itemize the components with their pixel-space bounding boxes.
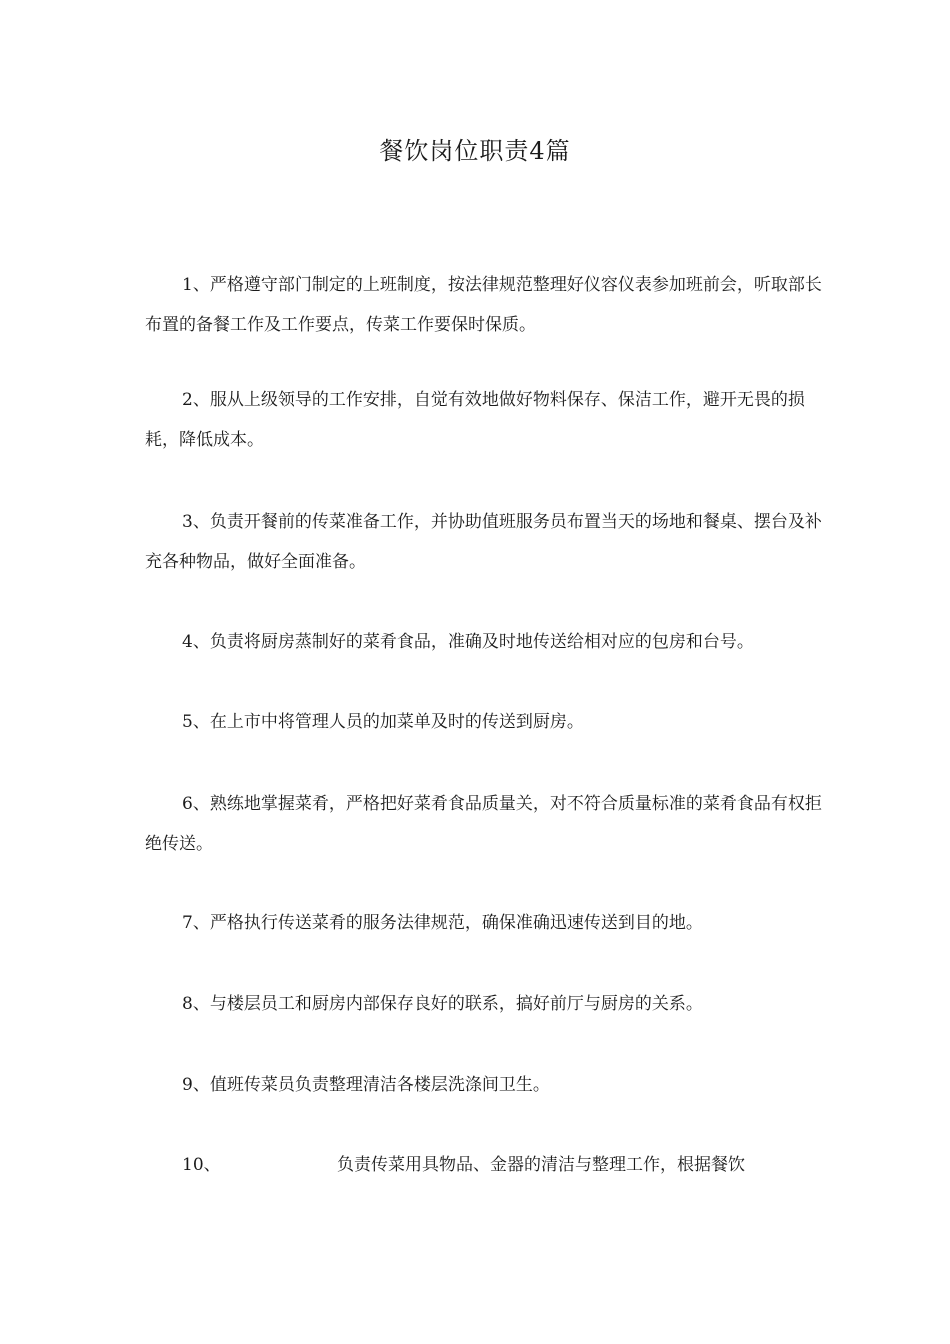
duty-item-6: 6、熟练地掌握菜肴，严格把好菜肴食品质量关，对不符合质量标准的菜肴食品有权拒绝传送。 (145, 794, 822, 854)
duty-item-10-text: 负责传菜用具物品、金器的清洁与整理工作，根据餐饮 (337, 1155, 745, 1175)
document-title: 餐饮岗位职责4篇 (379, 137, 571, 165)
duty-item-7: 7、严格执行传送菜肴的服务法律规范，确保准确迅速传送到目的地。 (182, 913, 703, 933)
duty-item-2: 2、服从上级领导的工作安排，自觉有效地做好物料保存、保洁工作，避开无畏的损耗，降低成本。 (145, 390, 805, 450)
duty-item-9: 9、值班传菜员负责整理清洁各楼层洗涤间卫生。 (182, 1075, 550, 1095)
duty-item-1: 1、严格遵守部门制定的上班制度，按法律规范整理好仪容仪表参加班前会，听取部长布置的备餐工作及工作要点，传菜工作要保时保质。 (145, 275, 822, 335)
duty-item-5: 5、在上市中将管理人员的加菜单及时的传送到厨房。 (182, 712, 584, 732)
duty-item-4: 4、负责将厨房蒸制好的菜肴食品，准确及时地传送给相对应的包房和台号。 (182, 632, 754, 652)
duty-item-10 (145, 1145, 825, 1185)
duty-item-8: 8、与楼层员工和厨房内部保存良好的联系，搞好前厅与厨房的关系。 (182, 994, 703, 1014)
duty-item-3: 3、负责开餐前的传菜准备工作，并协助值班服务员布置当天的场地和餐桌、摆台及补充各种物品，做好全面准备。 (145, 512, 822, 572)
duty-item-10-number: 10、 (182, 1155, 221, 1175)
